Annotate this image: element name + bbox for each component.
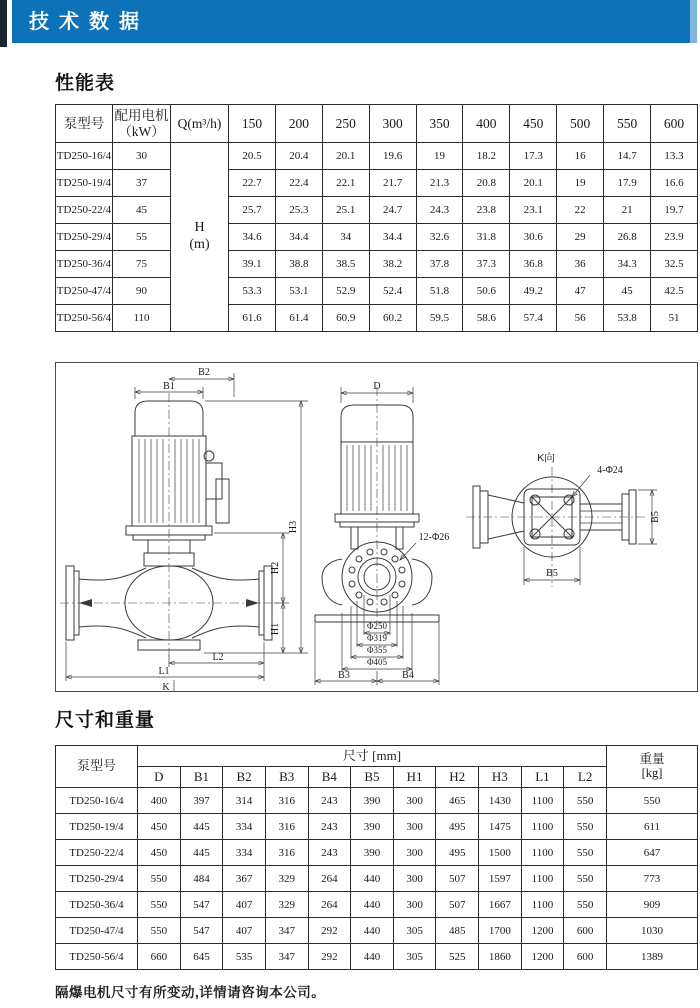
- pump-model: TD250-47/4: [56, 278, 113, 305]
- dimension-value: 485: [436, 918, 479, 944]
- motor-power: 55: [113, 224, 171, 251]
- head-value: 42.5: [651, 278, 698, 305]
- pump-model: TD250-56/4: [56, 944, 138, 970]
- banner-left-accent: [0, 0, 7, 47]
- dimension-value: 1200: [521, 944, 564, 970]
- col-dim-h2: H2: [436, 767, 479, 788]
- dimension-value: 400: [138, 788, 181, 814]
- head-unit-cell-line1: H: [194, 220, 205, 236]
- head-value: 20.5: [229, 143, 276, 170]
- col-flow-value: 600: [651, 105, 698, 143]
- head-value: 22.4: [275, 170, 322, 197]
- motor-power: 110: [113, 305, 171, 332]
- performance-row: [56, 170, 698, 197]
- pump-model: TD250-29/4: [56, 224, 113, 251]
- performance-table: [55, 104, 698, 332]
- dimension-value: 550: [564, 892, 607, 918]
- head-value: 29: [557, 224, 604, 251]
- col-dim-h3: H3: [479, 767, 522, 788]
- dimension-value: 407: [223, 918, 266, 944]
- head-value: 58.6: [463, 305, 510, 332]
- head-value: 53.8: [604, 305, 651, 332]
- head-value: 51.8: [416, 278, 463, 305]
- col-flow-value: 400: [463, 105, 510, 143]
- head-value: 22.7: [229, 170, 276, 197]
- dimension-value: 1100: [521, 892, 564, 918]
- dimensions-row: [56, 892, 698, 918]
- performance-header-row: [56, 105, 698, 143]
- head-value: 53.3: [229, 278, 276, 305]
- performance-row: [56, 278, 698, 305]
- dimension-value: 660: [138, 944, 181, 970]
- dimension-value: 316: [265, 788, 308, 814]
- dimension-value: 334: [223, 840, 266, 866]
- dimension-value: 440: [351, 944, 394, 970]
- head-value: 39.1: [229, 251, 276, 278]
- dimension-value: 495: [436, 814, 479, 840]
- dimension-value: 407: [223, 892, 266, 918]
- head-value: 20.1: [322, 143, 369, 170]
- col-size-group: 尺寸 [mm]: [138, 746, 607, 767]
- dimension-value: 300: [393, 866, 436, 892]
- dim-label-phi319: Φ319: [366, 633, 388, 643]
- dimension-value: 1700: [479, 918, 522, 944]
- col-flow-value: 550: [604, 105, 651, 143]
- dim-label-h1: H1: [270, 622, 281, 636]
- dimension-value: 1100: [521, 788, 564, 814]
- head-unit-cell: [171, 143, 229, 332]
- performance-row: [56, 251, 698, 278]
- pump-model: TD250-36/4: [56, 892, 138, 918]
- banner-bar: [12, 0, 690, 43]
- weight-value: 909: [607, 892, 698, 918]
- head-value: 25.1: [322, 197, 369, 224]
- dimension-value: 535: [223, 944, 266, 970]
- head-unit-cell-line2: (m): [189, 237, 210, 252]
- col-weight-line2: [kg]: [641, 765, 663, 780]
- col-flow-value: 450: [510, 105, 557, 143]
- head-value: 18.2: [463, 143, 510, 170]
- pump-model: TD250-16/4: [56, 788, 138, 814]
- head-value: 24.3: [416, 197, 463, 224]
- pump-model: TD250-36/4: [56, 251, 113, 278]
- dimension-value: 243: [308, 814, 351, 840]
- dimensions-table-head: [56, 746, 698, 788]
- head-value: 17.9: [604, 170, 651, 197]
- weight-value: 1389: [607, 944, 698, 970]
- head-value: 38.5: [322, 251, 369, 278]
- col-dim-b5: B5: [351, 767, 394, 788]
- head-value: 19: [416, 143, 463, 170]
- dimension-value: 1100: [521, 840, 564, 866]
- head-value: 38.2: [369, 251, 416, 278]
- front-view-motor: [335, 387, 419, 625]
- dimension-value: 300: [393, 840, 436, 866]
- dimensions-row: [56, 788, 698, 814]
- dim-label-phi405: Φ405: [366, 657, 388, 667]
- col-dim-b3: B3: [265, 767, 308, 788]
- dimensions-row: [56, 840, 698, 866]
- pump-model: TD250-56/4: [56, 305, 113, 332]
- dimension-value: 292: [308, 944, 351, 970]
- dim-label-l1: L1: [158, 666, 170, 677]
- dimensions-row: [56, 918, 698, 944]
- performance-row: [56, 143, 698, 170]
- dimension-value: 550: [564, 840, 607, 866]
- dim-label-b2: B2: [198, 367, 210, 378]
- pump-model: TD250-19/4: [56, 814, 138, 840]
- side-view-motor: [126, 393, 229, 657]
- head-value: 37.8: [416, 251, 463, 278]
- dimension-value: 316: [265, 840, 308, 866]
- head-value: 49.2: [510, 278, 557, 305]
- dim-label-b5-side: B5: [650, 511, 661, 523]
- col-motor-power: [113, 105, 171, 143]
- performance-table-body: [56, 143, 698, 332]
- performance-heading: 性能表: [55, 73, 116, 94]
- head-value: 20.1: [510, 170, 557, 197]
- dimension-value: 547: [180, 918, 223, 944]
- dimension-value: 316: [265, 814, 308, 840]
- dimension-value: 507: [436, 892, 479, 918]
- dim-label-d: D: [373, 381, 381, 392]
- dim-label-l2: L2: [212, 652, 224, 663]
- dimension-value: 525: [436, 944, 479, 970]
- head-value: 38.8: [275, 251, 322, 278]
- head-value: 34: [322, 224, 369, 251]
- dimension-value: 440: [351, 866, 394, 892]
- dimension-value: 397: [180, 788, 223, 814]
- head-value: 47: [557, 278, 604, 305]
- head-value: 31.8: [463, 224, 510, 251]
- dimensions-header-row-2: [56, 767, 698, 788]
- dimension-value: 305: [393, 944, 436, 970]
- head-value: 23.9: [651, 224, 698, 251]
- dimension-value: 264: [308, 866, 351, 892]
- head-value: 32.5: [651, 251, 698, 278]
- dimensions-table-body: [56, 788, 698, 970]
- head-value: 52.9: [322, 278, 369, 305]
- col-weight: [607, 746, 698, 788]
- head-value: 26.8: [604, 224, 651, 251]
- dimension-diagram: [55, 362, 698, 692]
- dimension-value: 507: [436, 866, 479, 892]
- col-pump-model: 泵型号: [56, 105, 113, 143]
- col-dim-l2: L2: [564, 767, 607, 788]
- dimensions-row: [56, 866, 698, 892]
- col-dim-b1: B1: [180, 767, 223, 788]
- dimension-value: 1860: [479, 944, 522, 970]
- head-value: 21.7: [369, 170, 416, 197]
- dimension-value: 495: [436, 840, 479, 866]
- dimensions-row: [56, 944, 698, 970]
- dimension-value: 329: [265, 892, 308, 918]
- dimension-value: 450: [138, 840, 181, 866]
- dimension-value: 550: [564, 814, 607, 840]
- performance-row: [56, 197, 698, 224]
- performance-row: [56, 305, 698, 332]
- dimension-value: 1597: [479, 866, 522, 892]
- dimension-value: 292: [308, 918, 351, 944]
- col-flow-value: 500: [557, 105, 604, 143]
- head-value: 56: [557, 305, 604, 332]
- dimension-value: 243: [308, 788, 351, 814]
- dim-label-h2: H2: [270, 561, 281, 575]
- dimension-value: 367: [223, 866, 266, 892]
- head-value: 21: [604, 197, 651, 224]
- head-value: 16: [557, 143, 604, 170]
- pump-model: TD250-16/4: [56, 143, 113, 170]
- head-value: 16.6: [651, 170, 698, 197]
- header-banner: [0, 0, 700, 47]
- weight-value: 1030: [607, 918, 698, 944]
- banner-right-accent: [690, 0, 697, 43]
- performance-table-head: [56, 105, 698, 143]
- dimension-value: 600: [564, 944, 607, 970]
- dimension-value: 329: [265, 866, 308, 892]
- dimensions-table: [55, 745, 698, 970]
- motor-power: 90: [113, 278, 171, 305]
- dimension-value: 390: [351, 840, 394, 866]
- dimension-value: 550: [564, 788, 607, 814]
- head-value: 19.6: [369, 143, 416, 170]
- head-value: 22: [557, 197, 604, 224]
- head-value: 22.1: [322, 170, 369, 197]
- pump-model: TD250-19/4: [56, 170, 113, 197]
- dimension-value: 305: [393, 918, 436, 944]
- dim-label-b4: B4: [402, 670, 414, 681]
- performance-row: [56, 224, 698, 251]
- dim-label-b3: B3: [338, 670, 350, 681]
- col-motor-power-line1: 配用电机: [114, 107, 169, 123]
- dimension-value: 1500: [479, 840, 522, 866]
- head-value: 24.7: [369, 197, 416, 224]
- k-view: [466, 451, 661, 587]
- dimension-value: 550: [564, 866, 607, 892]
- motor-power: 30: [113, 143, 171, 170]
- head-value: 45: [604, 278, 651, 305]
- dimensions-row: [56, 814, 698, 840]
- weight-value: 611: [607, 814, 698, 840]
- col-weight-line1: 重量: [639, 751, 665, 766]
- dimension-value: 550: [138, 918, 181, 944]
- dimension-value: 300: [393, 788, 436, 814]
- head-value: 23.8: [463, 197, 510, 224]
- dimension-value: 1475: [479, 814, 522, 840]
- col-dim-b2: B2: [223, 767, 266, 788]
- head-value: 34.6: [229, 224, 276, 251]
- dim-label-h3: H3: [288, 520, 299, 534]
- head-value: 30.6: [510, 224, 557, 251]
- head-value: 19: [557, 170, 604, 197]
- head-value: 23.1: [510, 197, 557, 224]
- head-value: 60.2: [369, 305, 416, 332]
- col-flow-value: 300: [369, 105, 416, 143]
- col-flow-value: 250: [322, 105, 369, 143]
- dimension-value: 600: [564, 918, 607, 944]
- dimension-value: 347: [265, 918, 308, 944]
- side-view-dimensions: [66, 367, 308, 691]
- dim-label-bolt4: 4-Φ24: [597, 465, 623, 476]
- head-value: 34.3: [604, 251, 651, 278]
- head-value: 25.3: [275, 197, 322, 224]
- col-dim-l1: L1: [521, 767, 564, 788]
- dimension-value: 445: [180, 840, 223, 866]
- dimension-value: 1200: [521, 918, 564, 944]
- col-dim-b4: B4: [308, 767, 351, 788]
- dimension-value: 314: [223, 788, 266, 814]
- dim-label-b1: B1: [163, 381, 175, 392]
- dimension-value: 440: [351, 892, 394, 918]
- dimension-value: 550: [138, 892, 181, 918]
- head-value: 50.6: [463, 278, 510, 305]
- pump-model: TD250-29/4: [56, 866, 138, 892]
- motor-power: 75: [113, 251, 171, 278]
- head-value: 14.7: [604, 143, 651, 170]
- col-flow-value: 200: [275, 105, 322, 143]
- dimension-value: 445: [180, 814, 223, 840]
- dimension-value: 645: [180, 944, 223, 970]
- dimension-value: 1667: [479, 892, 522, 918]
- weight-value: 647: [607, 840, 698, 866]
- col-dim-h1: H1: [393, 767, 436, 788]
- head-value: 19.7: [651, 197, 698, 224]
- weight-value: 773: [607, 866, 698, 892]
- head-value: 59.5: [416, 305, 463, 332]
- dimension-value: 347: [265, 944, 308, 970]
- dimension-value: 334: [223, 814, 266, 840]
- col-pump-model: 泵型号: [56, 746, 138, 788]
- head-value: 57.4: [510, 305, 557, 332]
- dim-label-phi250: Φ250: [366, 621, 388, 631]
- dimension-value: 300: [393, 892, 436, 918]
- head-value: 52.4: [369, 278, 416, 305]
- head-value: 20.4: [275, 143, 322, 170]
- dimension-value: 550: [138, 866, 181, 892]
- head-value: 51: [651, 305, 698, 332]
- front-view-flange: [315, 532, 449, 622]
- k-view-label: K向: [537, 452, 555, 464]
- dimension-value: 440: [351, 918, 394, 944]
- head-value: 34.4: [369, 224, 416, 251]
- dimension-value: 300: [393, 814, 436, 840]
- head-value: 32.6: [416, 224, 463, 251]
- dimension-value: 390: [351, 814, 394, 840]
- dim-label-bolt12: 12-Φ26: [418, 532, 450, 543]
- pump-model: TD250-22/4: [56, 197, 113, 224]
- dimension-value: 1100: [521, 866, 564, 892]
- head-value: 37.3: [463, 251, 510, 278]
- banner-title: 技术数据: [29, 11, 149, 33]
- dimension-value: 1430: [479, 788, 522, 814]
- dimension-value: 547: [180, 892, 223, 918]
- dim-label-b5-bottom: B5: [546, 568, 558, 579]
- head-value: 61.4: [275, 305, 322, 332]
- head-value: 20.8: [463, 170, 510, 197]
- head-value: 21.3: [416, 170, 463, 197]
- head-value: 34.4: [275, 224, 322, 251]
- dimension-value: 390: [351, 788, 394, 814]
- col-flow-rate: Q(m³/h): [171, 105, 229, 143]
- dimensions-header-row-1: [56, 746, 698, 767]
- head-value: 36: [557, 251, 604, 278]
- pump-drawing: [56, 363, 697, 691]
- dimension-value: 1100: [521, 814, 564, 840]
- col-dim-d: D: [138, 767, 181, 788]
- head-value: 61.6: [229, 305, 276, 332]
- pump-model: TD250-47/4: [56, 918, 138, 944]
- dimension-value: 264: [308, 892, 351, 918]
- weight-value: 550: [607, 788, 698, 814]
- head-value: 17.3: [510, 143, 557, 170]
- dimension-value: 465: [436, 788, 479, 814]
- footer-note: 隔爆电机尺寸有所变动,详情请咨询本公司。: [55, 985, 326, 1000]
- motor-power: 37: [113, 170, 171, 197]
- dimensions-heading: 尺寸和重量: [55, 710, 156, 731]
- col-motor-power-line2: （kW）: [118, 123, 165, 139]
- dim-label-phi355: Φ355: [366, 645, 388, 655]
- head-value: 36.8: [510, 251, 557, 278]
- dimension-value: 450: [138, 814, 181, 840]
- head-value: 53.1: [275, 278, 322, 305]
- dim-label-k: K: [162, 682, 170, 691]
- col-flow-value: 350: [416, 105, 463, 143]
- head-value: 60.9: [322, 305, 369, 332]
- dimension-value: 243: [308, 840, 351, 866]
- head-value: 13.3: [651, 143, 698, 170]
- pump-model: TD250-22/4: [56, 840, 138, 866]
- dimension-value: 484: [180, 866, 223, 892]
- col-flow-value: 150: [229, 105, 276, 143]
- head-value: 25.7: [229, 197, 276, 224]
- motor-power: 45: [113, 197, 171, 224]
